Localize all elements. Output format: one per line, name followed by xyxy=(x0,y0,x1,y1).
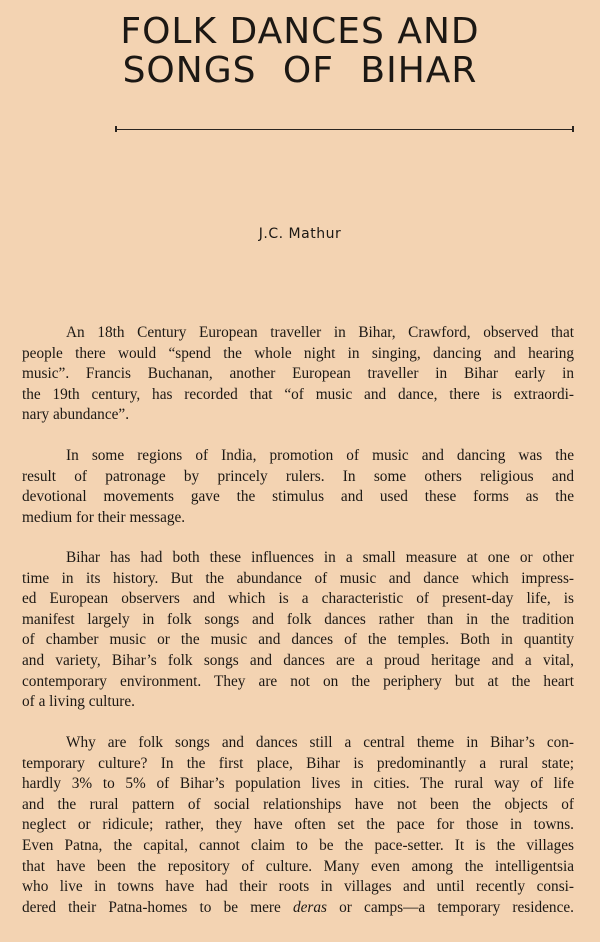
text-line: people there would “spend the whole night in singing, dancing and hearing xyxy=(22,344,574,362)
text-line: ed European observers and which is a characteristic of present-day life, is xyxy=(22,590,574,608)
paragraph-4 xyxy=(22,733,574,918)
text-line: hardly 3% to 5% of Bihar’s population lives in cities. The rural way of life xyxy=(22,775,574,793)
text-line: music”. Francis Buchanan, another European traveller in Bihar early in xyxy=(22,365,574,383)
title-line-1: FOLK DANCES AND xyxy=(120,11,480,52)
text-line: devotional movements gave the stimulus and used these forms as the xyxy=(22,488,574,506)
text-line: An 18th Century European traveller in Bihar, Crawford, observed that xyxy=(66,324,574,341)
text-line: the 19th century, has recorded that “of music and dance, there is extraordi- xyxy=(22,385,574,403)
divider-tick-right xyxy=(572,126,574,132)
title-divider xyxy=(115,129,573,130)
text-line: Even Patna, the capital, cannot claim to be the pace-setter. It is the villages xyxy=(22,836,574,854)
text-line: neglect or ridicule; rather, they have often set the pace for those in towns. xyxy=(22,816,574,834)
paragraph-1 xyxy=(22,323,574,426)
italic-term: deras xyxy=(292,898,327,916)
text-line: of a living culture. xyxy=(22,693,135,711)
paragraph-3 xyxy=(22,548,574,713)
text-line: that have been the repository of culture. Many even among the intelligentsia xyxy=(22,857,574,875)
text-line: of chamber music or the music and dances of the temples. Both in quantity xyxy=(22,631,574,649)
text-line: and variety, Bihar’s folk songs and dances are a proud heritage and a vital, xyxy=(22,651,574,669)
text-line: nary abundance”. xyxy=(22,406,130,424)
text-line: contemporary environment. They are not on the periphery but at the heart xyxy=(22,672,574,690)
text-line: result of patronage by princely rulers. In some others religious and xyxy=(22,467,574,485)
text-line: In some regions of India, promotion of music and dancing was the xyxy=(66,447,574,464)
text-line: and the rural pattern of social relationships have not been the objects of xyxy=(22,795,574,813)
author-byline: J.C. Mathur xyxy=(258,226,342,242)
text-line: temporary culture? In the first place, Bihar is predominantly a rural state; xyxy=(22,754,574,772)
text-line: time in its history. But the abundance of music and dance which impress- xyxy=(22,569,574,587)
text-line: manifest largely in folk songs and folk dances rather than in the tradition xyxy=(22,610,574,628)
text-line: medium for their message. xyxy=(22,508,186,526)
divider-tick-left xyxy=(115,126,117,132)
paragraph-2 xyxy=(22,446,574,528)
text-line: Bihar has had both these influences in a small measure at one or other xyxy=(66,549,574,566)
title-line-2: SONGS OF BIHAR xyxy=(122,50,478,91)
text-line: dered their Patna-homes to be mere deras or camps—a temporary residence. xyxy=(22,898,574,916)
text-line: Why are folk songs and dances still a central theme in Bihar’s con- xyxy=(66,734,574,751)
text-line: who live in towns have had their roots in villages and until recently consi- xyxy=(22,878,574,896)
